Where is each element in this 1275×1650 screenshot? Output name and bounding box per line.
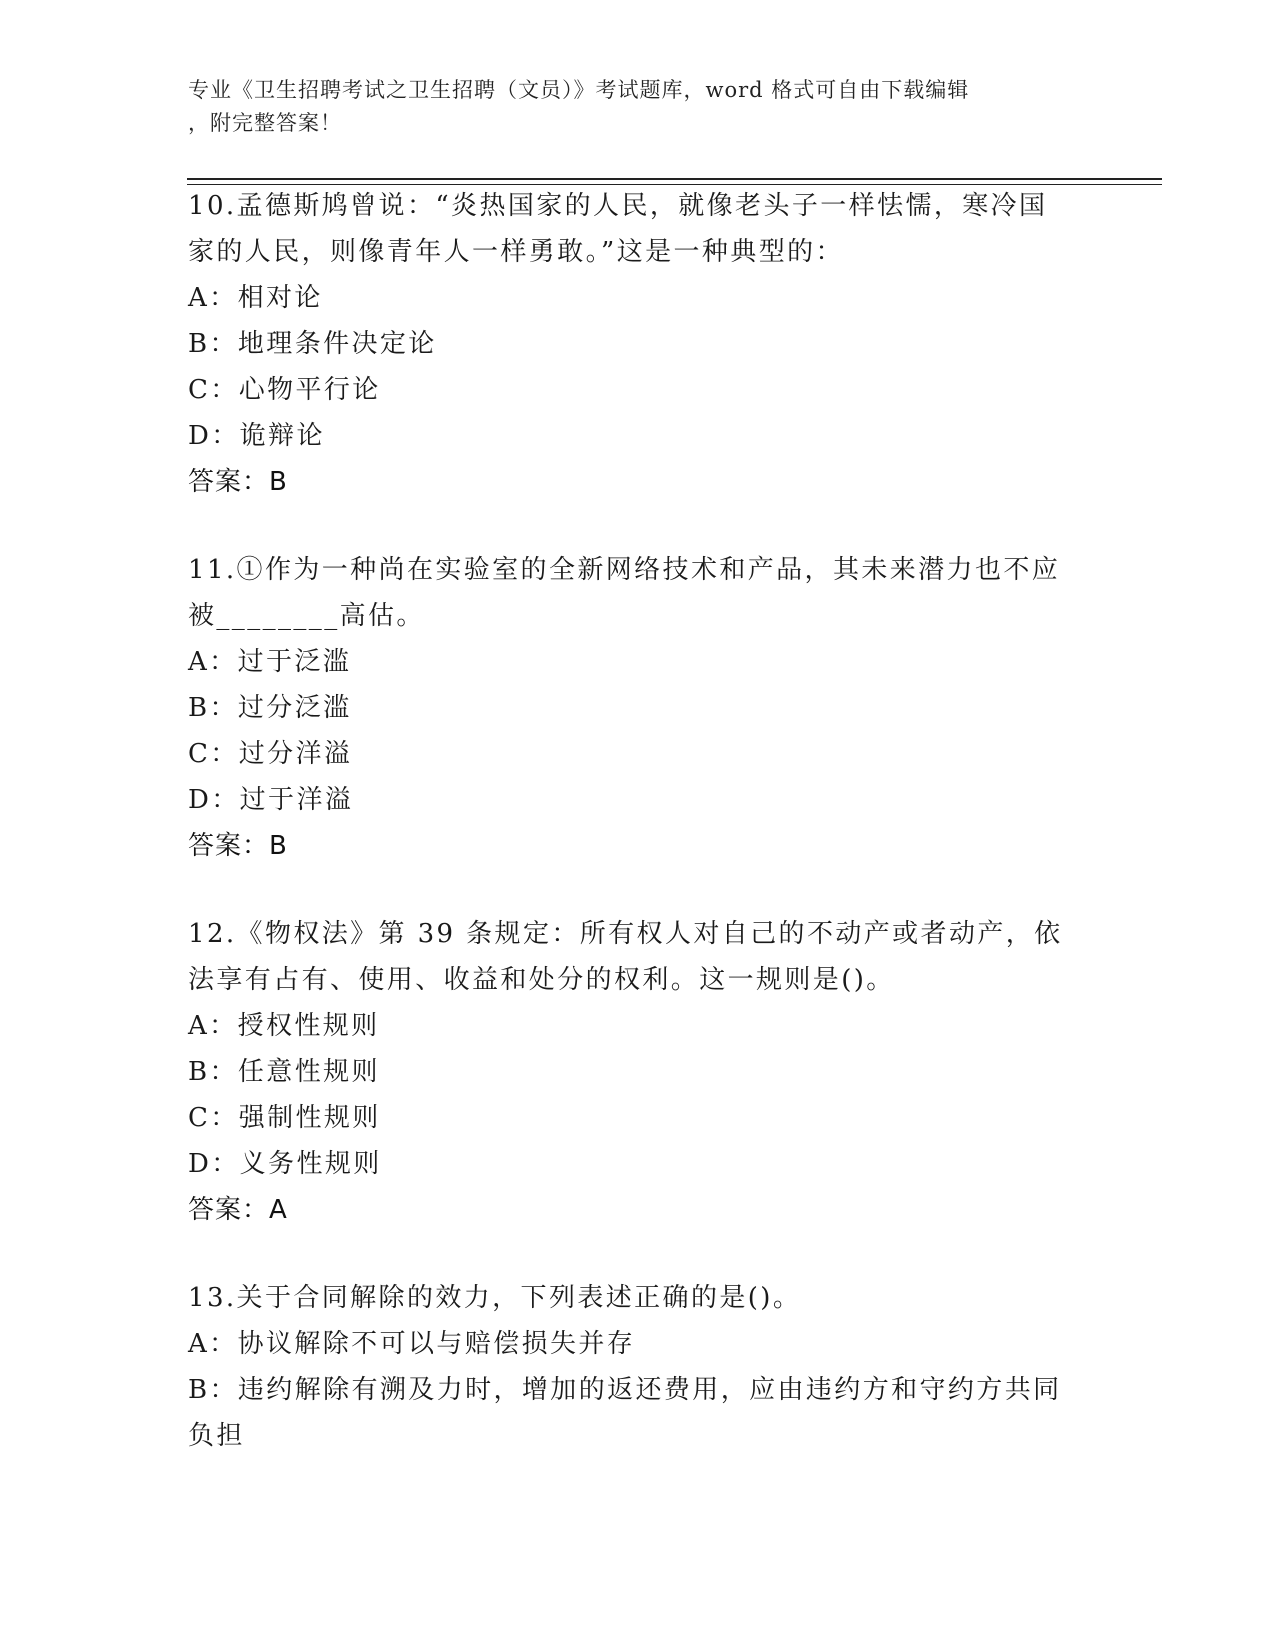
option-d: D：过于洋溢 — [188, 785, 354, 815]
question-10 — [188, 183, 1088, 505]
answer: 答案：B — [188, 831, 288, 861]
option-a: A：过于泛滥 — [188, 647, 352, 677]
question-stem-line: 11.①作为一种尚在实验室的全新网络技术和产品，其未来潜力也不应 — [188, 555, 1061, 585]
option-b: B：过分泛滥 — [188, 693, 352, 723]
option-c: C：过分洋溢 — [188, 739, 353, 769]
option-a: A：相对论 — [188, 283, 323, 313]
question-stem-line: 13.关于合同解除的效力，下列表述正确的是()。 — [188, 1283, 802, 1313]
document-header — [188, 74, 1078, 140]
question-11 — [188, 547, 1088, 869]
option-a: A：授权性规则 — [188, 1011, 380, 1041]
question-stem-line: 法享有占有、使用、收益和处分的权利。这一规则是()。 — [188, 965, 895, 995]
question-stem-line: 被________高估。 — [188, 601, 425, 631]
option-c: C：心物平行论 — [188, 375, 381, 405]
option-d: D：诡辩论 — [188, 421, 325, 451]
header-line-1: 专业《卫生招聘考试之卫生招聘（文员）》考试题库，word 格式可自由下载编辑 — [188, 78, 970, 102]
answer: 答案：A — [188, 1195, 288, 1225]
header-line-2: ，附完整答案！ — [188, 111, 342, 135]
question-stem-line: 家的人民，则像青年人一样勇敢。”这是一种典型的： — [188, 237, 844, 267]
question-12 — [188, 911, 1088, 1233]
answer: 答案：B — [188, 467, 288, 497]
option-b: B：地理条件决定论 — [188, 329, 437, 359]
option-c: C：强制性规则 — [188, 1103, 381, 1133]
option-a: A：协议解除不可以与赔偿损失并存 — [188, 1329, 636, 1359]
option-b: B：违约解除有溯及力时，增加的返还费用，应由违约方和守约方共同 — [188, 1375, 1062, 1405]
option-b: B：任意性规则 — [188, 1057, 380, 1087]
option-d: D：义务性规则 — [188, 1149, 382, 1179]
option-b-continued: 负担 — [188, 1421, 245, 1451]
question-stem-line: 12.《物权法》第 39 条规定：所有权人对自己的不动产或者动产，依 — [188, 919, 1063, 949]
question-13 — [188, 1275, 1088, 1459]
question-stem-line: 10.孟德斯鸠曾说：“炎热国家的人民，就像老头子一样怯懦，寒冷国 — [188, 191, 1048, 221]
header-rule-thick — [187, 178, 1162, 180]
